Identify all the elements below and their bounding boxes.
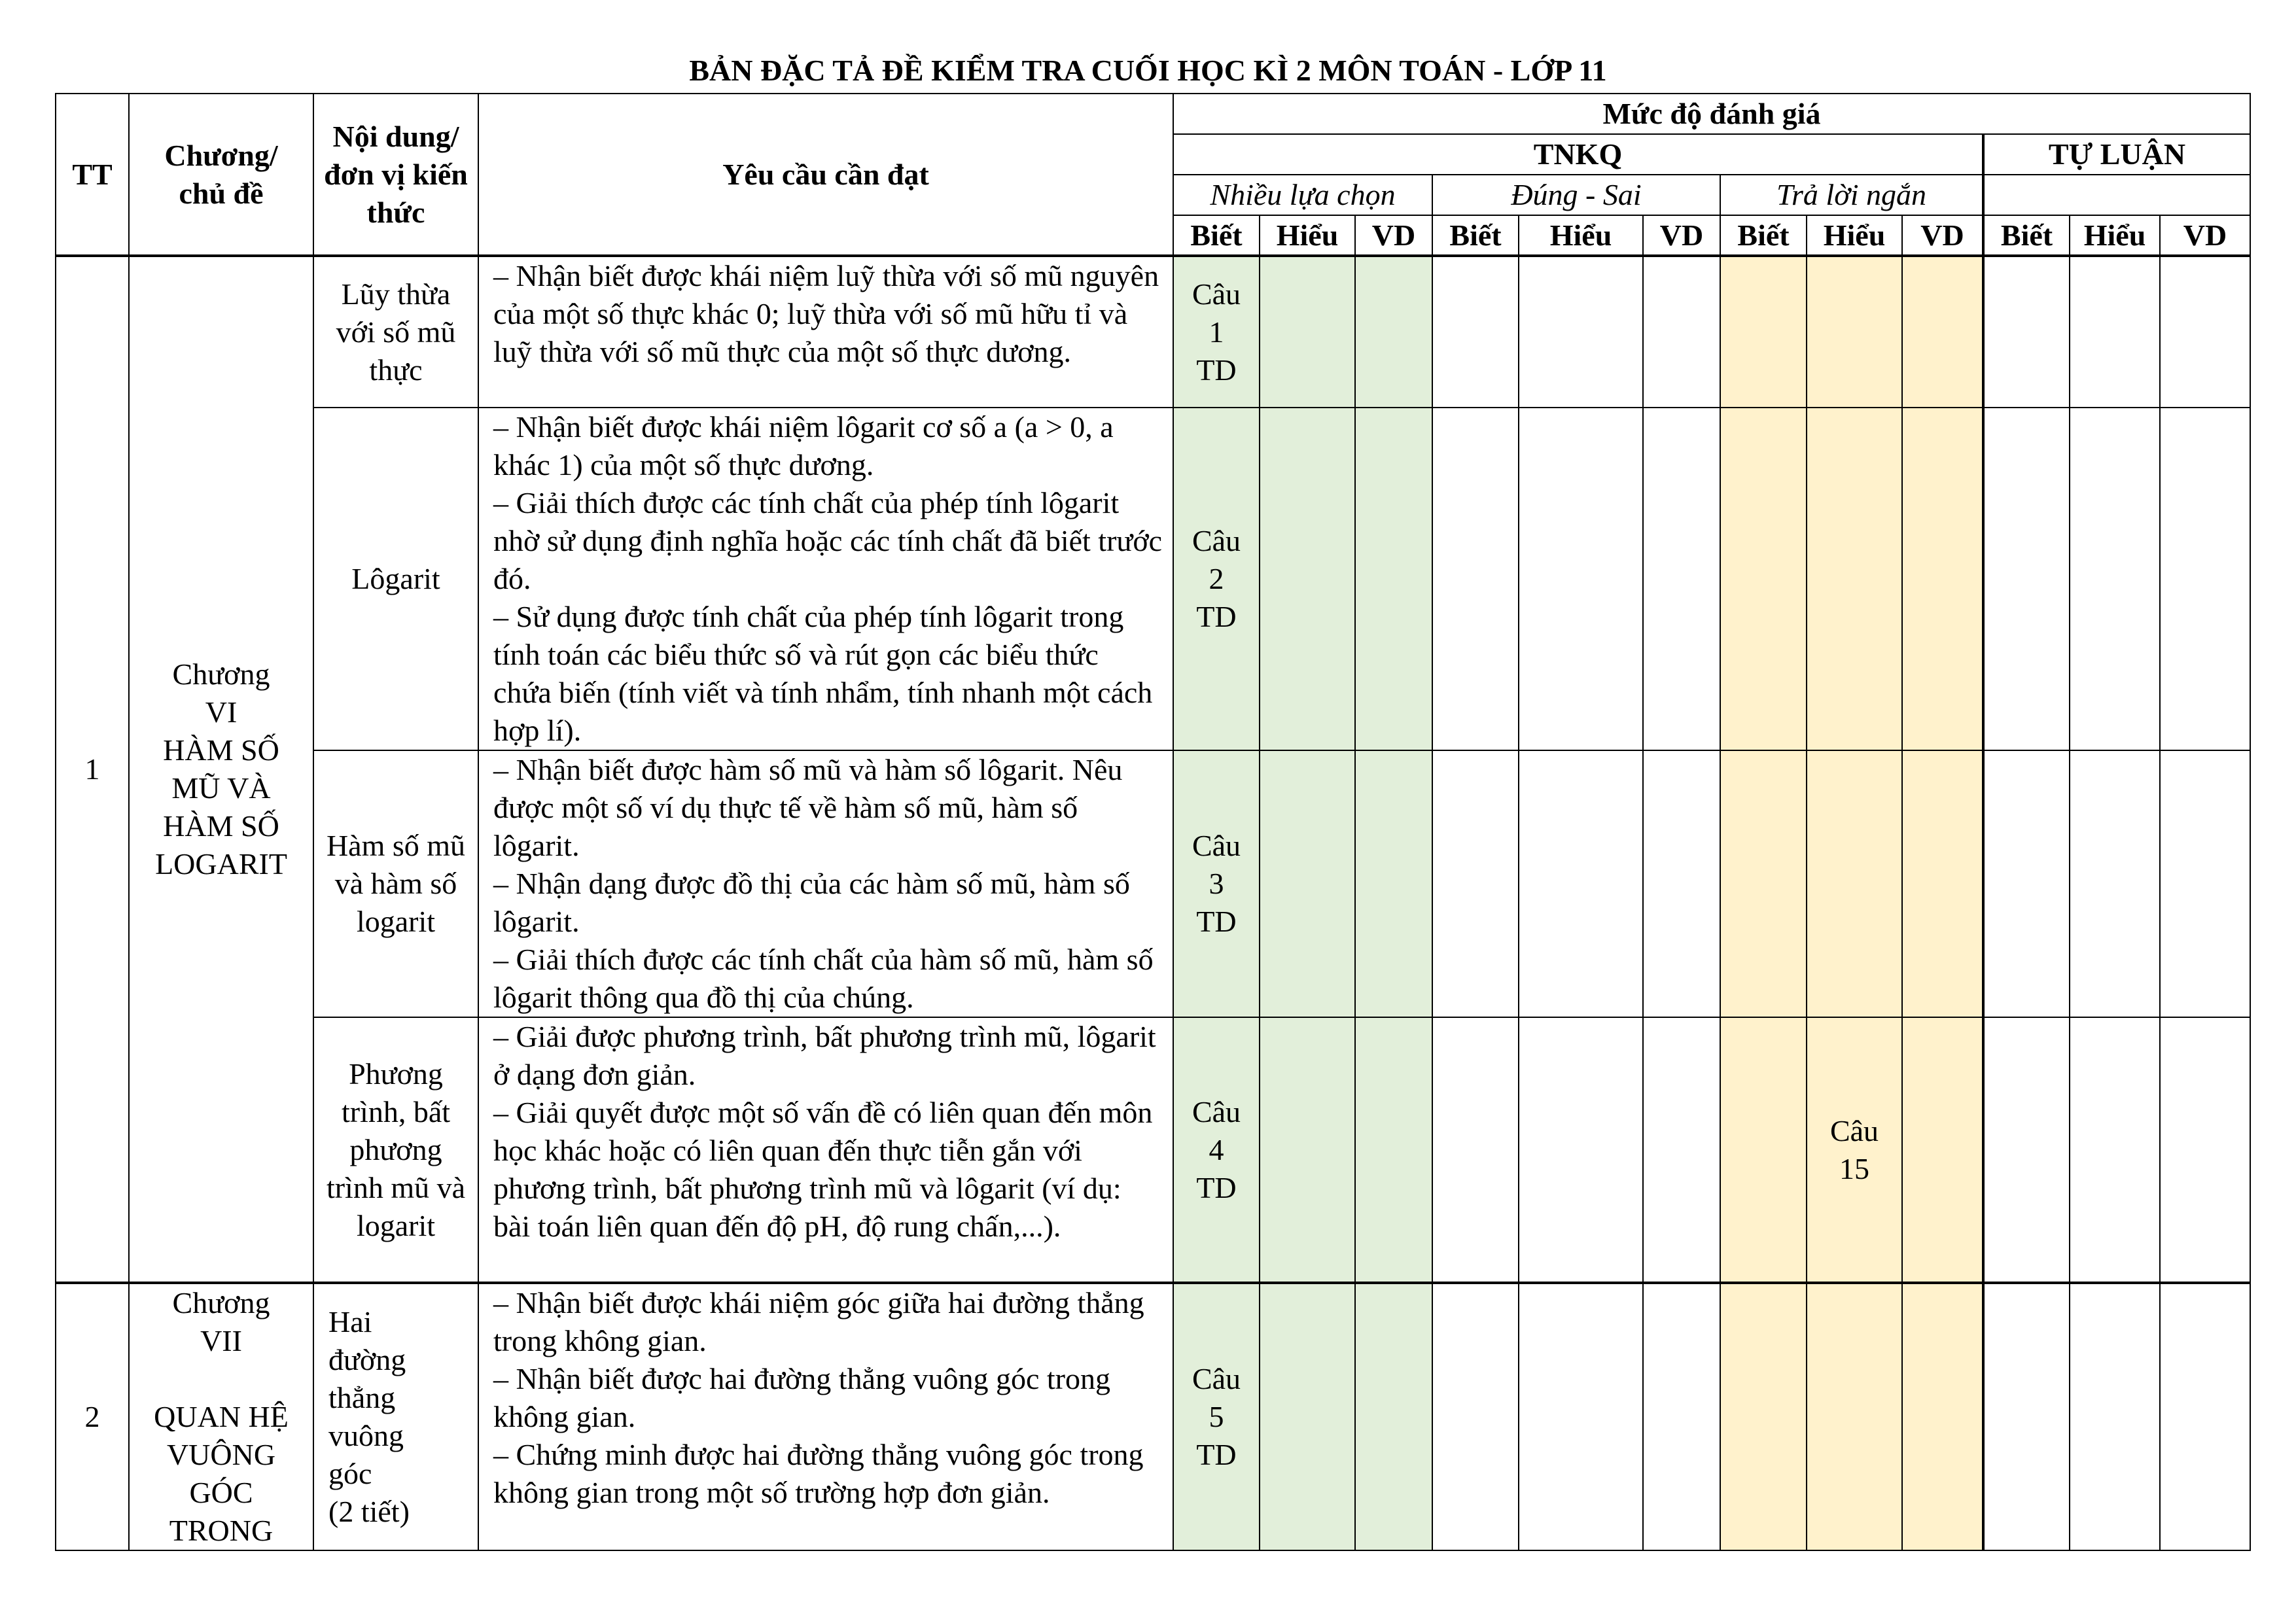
requirement-line: – Giải quyết được một số vấn đề có liên quan đến môn học khác hoặc có liên quan đến thực tiễn gắn với phương trình, bất phương trình mũ và lôgarit (ví dụ: bài toán liên quan đến độ pH, độ rung chấn,...). [493,1096,1153,1243]
requirement-cell [478,1283,1173,1550]
content-cell: Lôgarit [313,408,478,750]
requirement-line: – Nhận biết được hai đường thẳng vuông góc trong không gian. [493,1362,1110,1433]
tl-hieu-cell [2070,1017,2160,1283]
tf-hieu-cell [1519,750,1643,1017]
requirement-cell [478,408,1173,750]
header-content: Nội dung/đơn vị kiến thức [313,94,478,256]
mc-vd-cell [1355,256,1432,408]
tf-hieu-cell [1519,256,1643,408]
tl-biet-cell [1983,1017,2070,1283]
sa-vd-cell [1902,1017,1983,1283]
header-tl-vd: VD [2160,215,2250,256]
table-row [56,256,2250,408]
sa-vd-cell [1902,1283,1983,1550]
tl-vd-cell [2160,750,2250,1017]
section-1-chapter: Chương VI HÀM SỐ MŨ VÀ HÀM SỐ LOGARIT [129,256,313,1283]
requirement-cell [478,1017,1173,1283]
table-row [56,1283,2250,1550]
sa-biet-cell [1720,750,1807,1017]
section-1-tt: 1 [56,256,129,1283]
mc-hieu-cell [1260,750,1355,1017]
mc-biet-cell: Câu 4 TD [1173,1017,1260,1283]
sa-biet-cell [1720,408,1807,750]
tf-vd-cell [1643,750,1720,1017]
tf-hieu-cell [1519,1283,1643,1550]
tl-vd-cell [2160,408,2250,750]
tl-hieu-cell [2070,256,2160,408]
tf-vd-cell [1643,408,1720,750]
header-tu-luan: TỰ LUẬN [1983,134,2250,175]
content-cell: Lũy thừa với số mũ thực [313,256,478,408]
header-tl-biet: Biết [1983,215,2070,256]
section-2-tt: 2 [56,1283,129,1550]
section-2-chapter: Chương VII QUAN HỆ VUÔNG GÓC TRONG [129,1283,313,1550]
content-cell: Hàm số mũ và hàm số logarit [313,750,478,1017]
table-row [56,750,2250,1017]
header-tl-hieu: Hiểu [2070,215,2160,256]
header-sa-hieu: Hiểu [1807,215,1902,256]
header-tu-luan-blank [1983,175,2250,215]
mc-hieu-cell [1260,1283,1355,1550]
mc-vd-cell [1355,1283,1432,1550]
sa-hieu-cell [1807,750,1902,1017]
tl-biet-cell [1983,408,2070,750]
mc-biet-cell: Câu 2 TD [1173,408,1260,750]
header-true-false: Đúng - Sai [1432,175,1720,215]
requirement-line: – Giải thích được các tính chất của phép tính lôgarit nhờ sử dụng định nghĩa hoặc các tính chất đã biết trước đó. [493,486,1163,595]
header-sa-vd: VD [1902,215,1983,256]
requirement-line: – Sử dụng được tính chất của phép tính lôgarit trong tính toán các biểu thức số và rút gọn các biểu thức chứa biến (tính viết và tính nhẩm, tính nhanh một cách hợp lí). [493,600,1153,747]
tf-biet-cell [1432,1283,1519,1550]
requirement-line: – Nhận dạng được đồ thị của các hàm số mũ, hàm số lôgarit. [493,867,1130,938]
mc-biet-cell: Câu 5 TD [1173,1283,1260,1550]
tf-biet-cell [1432,408,1519,750]
sa-hieu-cell [1807,1283,1902,1550]
sa-vd-cell [1902,408,1983,750]
tf-vd-cell [1643,1283,1720,1550]
tf-hieu-cell [1519,408,1643,750]
mc-hieu-cell [1260,1017,1355,1283]
tl-vd-cell [2160,1017,2250,1283]
mc-vd-cell [1355,750,1432,1017]
header-mc-hieu: Hiểu [1260,215,1355,256]
tl-hieu-cell [2070,408,2160,750]
mc-vd-cell [1355,408,1432,750]
mc-biet-cell: Câu 1 TD [1173,256,1260,408]
sa-hieu-cell [1807,408,1902,750]
sa-vd-cell [1902,256,1983,408]
header-tnkq: TNKQ [1173,134,1983,175]
header-mc-biet: Biết [1173,215,1260,256]
specification-table [55,93,2251,1551]
sa-biet-cell [1720,256,1807,408]
requirement-line: – Giải được phương trình, bất phương trình mũ, lôgarit ở dạng đơn giản. [493,1020,1156,1091]
table-row [56,1017,2250,1283]
header-short-answer: Trả lời ngắn [1720,175,1983,215]
tl-biet-cell [1983,750,2070,1017]
header-tf-biet: Biết [1432,215,1519,256]
header-mc-vd: VD [1355,215,1432,256]
tl-hieu-cell [2070,1283,2160,1550]
requirement-line: – Chứng minh được hai đường thẳng vuông góc trong không gian trong một số trường hợp đơn giản. [493,1438,1144,1509]
page-title: BẢN ĐẶC TẢ ĐỀ KIỂM TRA CUỐI HỌC KÌ 2 MÔN TOÁN - LỚP 11 [689,54,1607,87]
requirement-cell [478,750,1173,1017]
header-tf-hieu: Hiểu [1519,215,1643,256]
header-tf-vd: VD [1643,215,1720,256]
table-row [56,408,2250,750]
tf-vd-cell [1643,256,1720,408]
tf-vd-cell [1643,1017,1720,1283]
header-level: Mức độ đánh giá [1173,94,2250,134]
tl-biet-cell [1983,1283,2070,1550]
sa-vd-cell [1902,750,1983,1017]
sa-hieu-cell [1807,256,1902,408]
requirement-line: – Giải thích được các tính chất của hàm số mũ, hàm số lôgarit thông qua đồ thị của chúng. [493,943,1154,1014]
tl-hieu-cell [2070,750,2160,1017]
header-multiple-choice: Nhiều lựa chọn [1173,175,1432,215]
tf-biet-cell [1432,1017,1519,1283]
header-tt: TT [56,94,129,256]
sa-biet-cell [1720,1283,1807,1550]
sa-hieu-cell: Câu 15 [1807,1017,1902,1283]
tl-biet-cell [1983,256,2070,408]
tf-biet-cell [1432,256,1519,408]
tl-vd-cell [2160,256,2250,408]
mc-biet-cell: Câu 3 TD [1173,750,1260,1017]
requirement-cell [478,256,1173,408]
sa-biet-cell [1720,1017,1807,1283]
tl-vd-cell [2160,1283,2250,1550]
header-chapter: Chương/ chủ đề [129,94,313,256]
mc-hieu-cell [1260,408,1355,750]
mc-hieu-cell [1260,256,1355,408]
tf-hieu-cell [1519,1017,1643,1283]
content-cell: Hai đường thẳng vuông góc (2 tiết) [313,1283,478,1550]
content-cell: Phương trình, bất phương trình mũ và logarit [313,1017,478,1283]
header-requirement: Yêu cầu cần đạt [478,94,1173,256]
header-sa-biet: Biết [1720,215,1807,256]
requirement-line: – Nhận biết được hàm số mũ và hàm số lôgarit. Nêu được một số ví dụ thực tế về hàm số mũ, hàm số lôgarit. [493,753,1123,862]
tf-biet-cell [1432,750,1519,1017]
mc-vd-cell [1355,1017,1432,1283]
requirement-line: – Nhận biết được khái niệm góc giữa hai đường thẳng trong không gian. [493,1286,1144,1357]
requirement-line: – Nhận biết được khái niệm luỹ thừa với số mũ nguyên của một số thực khác 0; luỹ thừa với số mũ hữu tỉ và luỹ thừa với số mũ thực của một số thực dương. [493,259,1159,368]
requirement-line: – Nhận biết được khái niệm lôgarit cơ số a (a > 0, a khác 1) của một số thực dương. [493,410,1114,481]
